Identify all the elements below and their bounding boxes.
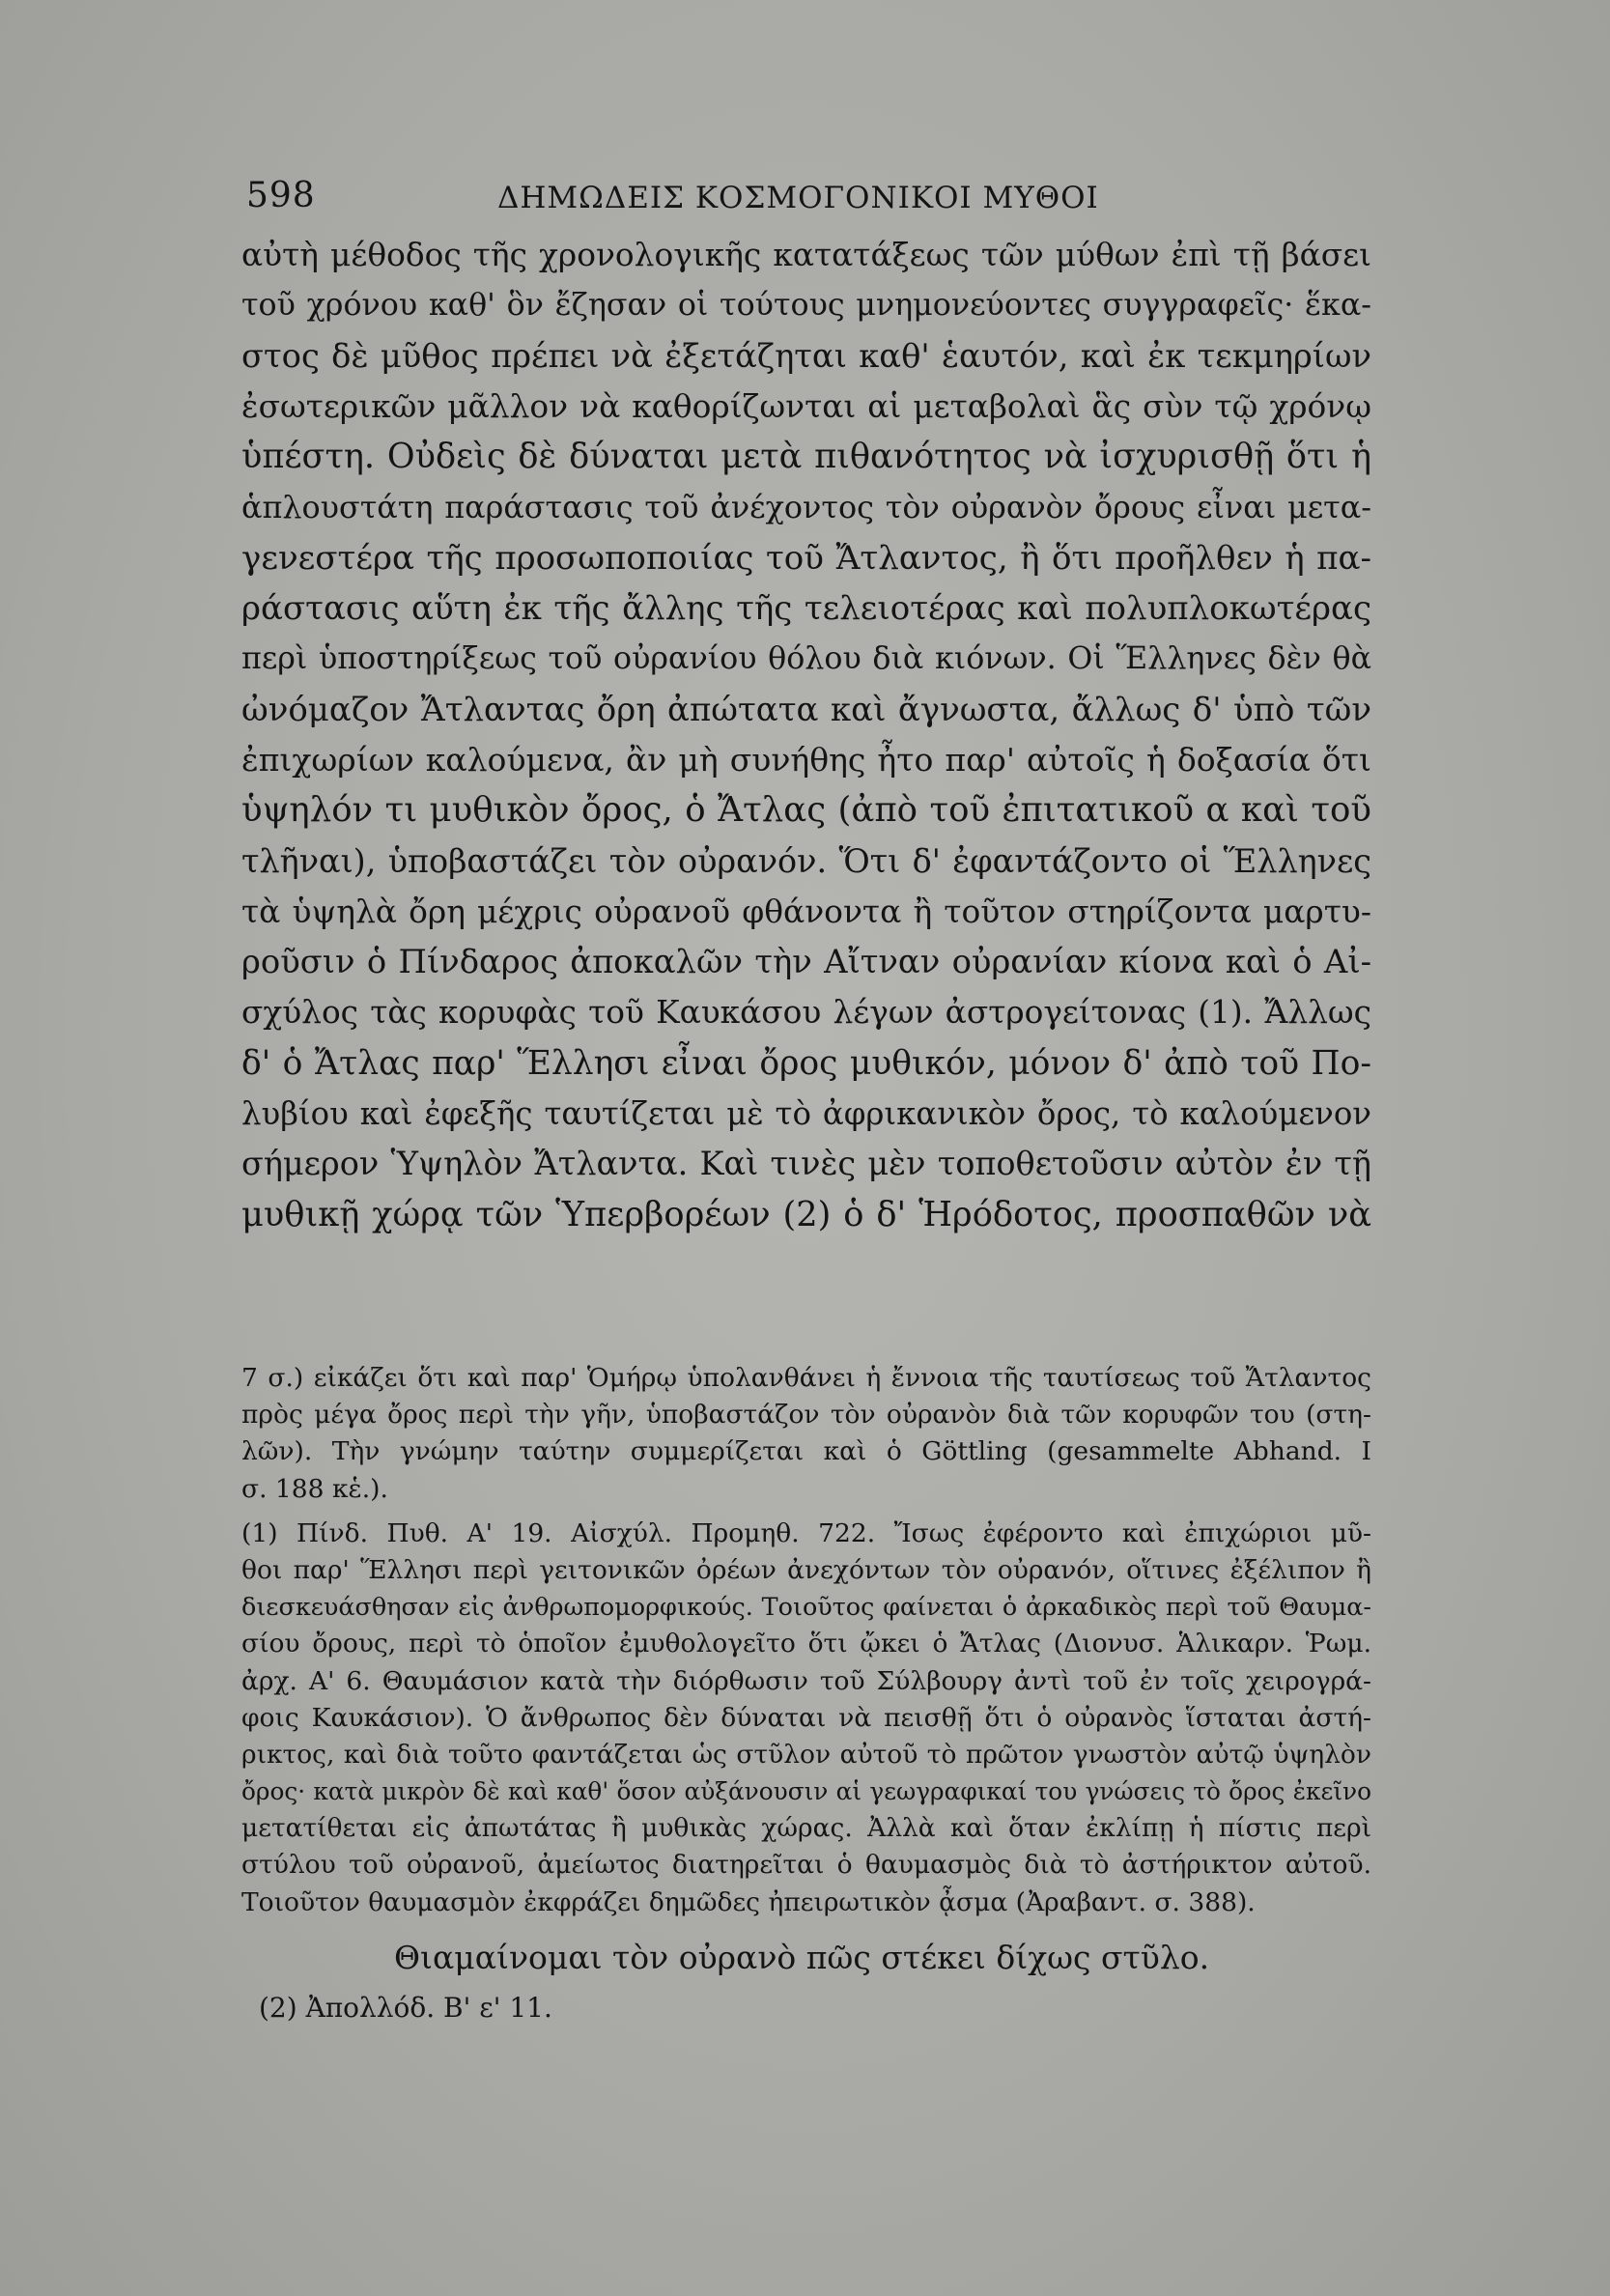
footnote-line: πρὸς μέγα ὄρος περὶ τὴν γῆν, ὑποβαστάζον τὸν οὐρανὸν διὰ τῶν κορυφῶν του (στη-: [241, 1400, 1371, 1431]
text-line: σχύλος τὰς κορυφὰς τοῦ Καυκάσου λέγων ἀστρογείτονας (1). Ἄλλως: [241, 994, 1371, 1032]
footnote-line: ὄρος· κατὰ μικρὸν δὲ καὶ καθ' ὅσον αὐξάνουσιν αἱ γεωγραφικαί του γνώσεις τὸ ὄρος ἐκεῖνο: [241, 1777, 1371, 1806]
text-line: ἐσωτερικῶν μᾶλλον νὰ καθορίζωνται αἱ μεταβολαὶ ἃς σὺν τῷ χρόνῳ: [241, 387, 1371, 425]
text-line: ράστασις αὕτη ἐκ τῆς ἄλλης τῆς τελειοτέρας καὶ πολυπλοκωτέρας: [241, 589, 1371, 629]
text-line: τὰ ὑψηλὰ ὄρη μέχρις οὐρανοῦ φθάνοντα ἢ τοῦτον στηρίζοντα μαρτυ-: [241, 892, 1371, 930]
footnote-line: στύλου τοῦ οὐρανοῦ, ἀμείωτος διατηρεῖται ὁ θαυμασμὸς διὰ τὸ ἀστήρικτον αὐτοῦ.: [241, 1850, 1371, 1881]
text-line: στος δὲ μῦθος πρέπει νὰ ἐξετάζηται καθ' ἑαυτόν, καὶ ἐκ τεκμηρίων: [241, 336, 1371, 375]
text-line: ροῦσιν ὁ Πίνδαρος ἀποκαλῶν τὴν Αἴτναν οὐρανίαν κίονα καὶ ὁ Αἰ-: [241, 943, 1371, 981]
text-line: λυβίου καὶ ἐφεξῆς ταυτίζεται μὲ τὸ ἀφρικανικὸν ὄρος, τὸ καλούμενον: [241, 1095, 1371, 1133]
page-header: [246, 172, 1347, 220]
footnote-line: θοι παρ' Ἕλλησι περὶ γειτονικῶν ὀρέων ἀνεχόντων τὸν οὐρανόν, οἵτινες ἐξέλιπον ἢ: [241, 1554, 1371, 1585]
text-line: ἐπιχωρίων καλούμενα, ἂν μὴ συνήθης ἦτο παρ' αὐτοῖς ἡ δοξασία ὅτι: [241, 740, 1371, 779]
footnote-line: 7 σ.) εἰκάζει ὅτι καὶ παρ' Ὁμήρῳ ὑπολανθάνει ἡ ἔννοια τῆς ταυτίσεως τοῦ Ἄτλαντος: [241, 1363, 1371, 1393]
footnote-line: μετατίθεται εἰς ἀπωτάτας ἢ μυθικὰς χώρας. Ἀλλὰ καὶ ὅταν ἐκλίπῃ ἡ πίστις περὶ: [241, 1813, 1371, 1844]
footnote-line: λῶν). Τὴν γνώμην ταύτην συμμερίζεται καὶ ὁ Göttling (gesammelte Abhand. I: [241, 1436, 1371, 1467]
text-line: ἁπλουστάτη παράστασις τοῦ ἀνέχοντος τὸν οὐρανὸν ὄρους εἶναι μετα-: [241, 489, 1371, 526]
footnote-continued: [241, 1360, 1371, 1508]
text-line: ὑπέστη. Οὐδεὶς δὲ δύναται μετὰ πιθανότητος νὰ ἰσχυρισθῇ ὅτι ἡ: [241, 437, 1371, 477]
text-line: αὐτὴ μέθοδος τῆς χρονολογικῆς κατατάξεως τῶν μύθων ἐπὶ τῇ βάσει: [241, 237, 1371, 273]
text-line: γενεστέρα τῆς προσωποποιίας τοῦ Ἄτλαντος, ἢ ὅτι προῆλθεν ἡ πα-: [241, 538, 1371, 578]
footnote-line: διεσκευάσθησαν εἰς ἀνθρωπομορφικούς. Τοιοῦτος φαίνεται ὁ ἀρκαδικὸς περὶ τοῦ Θαυμα-: [241, 1593, 1371, 1623]
main-text: [241, 230, 1371, 1240]
footnote-1: [241, 1516, 1371, 1921]
text-line: ὑψηλόν τι μυθικὸν ὄρος, ὁ Ἄτλας (ἀπὸ τοῦ ἐπιτατικοῦ α καὶ τοῦ: [241, 790, 1371, 831]
text-line: ὠνόμαζον Ἄτλαντας ὄρη ἀπώτατα καὶ ἄγνωστα, ἄλλως δ' ὑπὸ τῶν: [241, 690, 1371, 729]
running-head: ΔΗΜΩΔΕΙΣ ΚΟΣΜΟΓΟΝΙΚΟΙ ΜΥΘΟΙ: [497, 181, 1099, 215]
text-line: σήμερον Ὑψηλὸν Ἄτλαντα. Καὶ τινὲς μὲν τοποθετοῦσιν αὐτὸν ἐν τῇ: [241, 1145, 1371, 1183]
footnote-2: (2) Ἀπολλόδ. Β' ε' 11.: [259, 1991, 552, 2024]
text-line: τλῆναι), ὑποβαστάζει τὸν οὐρανόν. Ὅτι δ' ἐφαντάζοντο οἱ Ἕλληνες: [241, 841, 1371, 880]
text-line: μυθικῇ χώρᾳ τῶν Ὑπερβορέων (2) ὁ δ' Ἡρόδοτος, προσπαθῶν νὰ: [241, 1194, 1371, 1234]
folk-song-verse: Θιαμαίνομαι τὸν οὐρανὸ πῶς στέκει δίχως στῦλο.: [394, 1938, 1210, 1976]
footnote-line: ρικτος, καὶ διὰ τοῦτο φαντάζεται ὡς στῦλον αὐτοῦ τὸ πρῶτον γνωστὸν αὐτῷ ὑψηλὸν: [241, 1739, 1371, 1770]
footnote-line: Τοιοῦτον θαυμασμὸν ἐκφράζει δημῶδες ἠπειρωτικὸν ᾆσμα (Ἀραβαντ. σ. 388).: [241, 1886, 1256, 1917]
text-line: τοῦ χρόνου καθ' ὃν ἔζησαν οἱ τούτους μνημονεύοντες συγγραφεῖς· ἕκα-: [241, 288, 1371, 324]
footnote-line: φοις Καυκάσιον). Ὁ ἄνθρωπος δὲν δύναται νὰ πεισθῇ ὅτι ὁ οὐρανὸς ἵσταται ἀστή-: [241, 1702, 1371, 1733]
footnote-line: (1) Πίνδ. Πυθ. Α' 19. Αἰσχύλ. Προμηθ. 722. Ἴσως ἐφέροντο καὶ ἐπιχώριοι μῦ-: [241, 1517, 1371, 1548]
text-line: δ' ὁ Ἄτλας παρ' Ἕλλησι εἶναι ὄρος μυθικόν, μόνον δ' ἀπὸ τοῦ Πο-: [241, 1043, 1371, 1083]
text-line: περὶ ὑποστηρίξεως τοῦ οὐρανίου θόλου διὰ κιόνων. Οἱ Ἕλληνες δὲν θὰ: [241, 641, 1371, 677]
page-number: 598: [246, 176, 316, 215]
footnote-line: σ. 188 κἑ.).: [241, 1473, 388, 1504]
footnote-line: ἀρχ. Α' 6. Θαυμάσιον κατὰ τὴν διόρθωσιν τοῦ Σύλβουργ ἀντὶ τοῦ ἐν τοῖς χειρογρά-: [241, 1665, 1371, 1696]
footnotes: [241, 1360, 1371, 2029]
footnote-line: σίου ὄρους, περὶ τὸ ὁποῖον ἐμυθολογεῖτο ὅτι ᾤκει ὁ Ἄτλας (Διονυσ. Ἁλικαρν. Ῥωμ.: [241, 1629, 1371, 1659]
